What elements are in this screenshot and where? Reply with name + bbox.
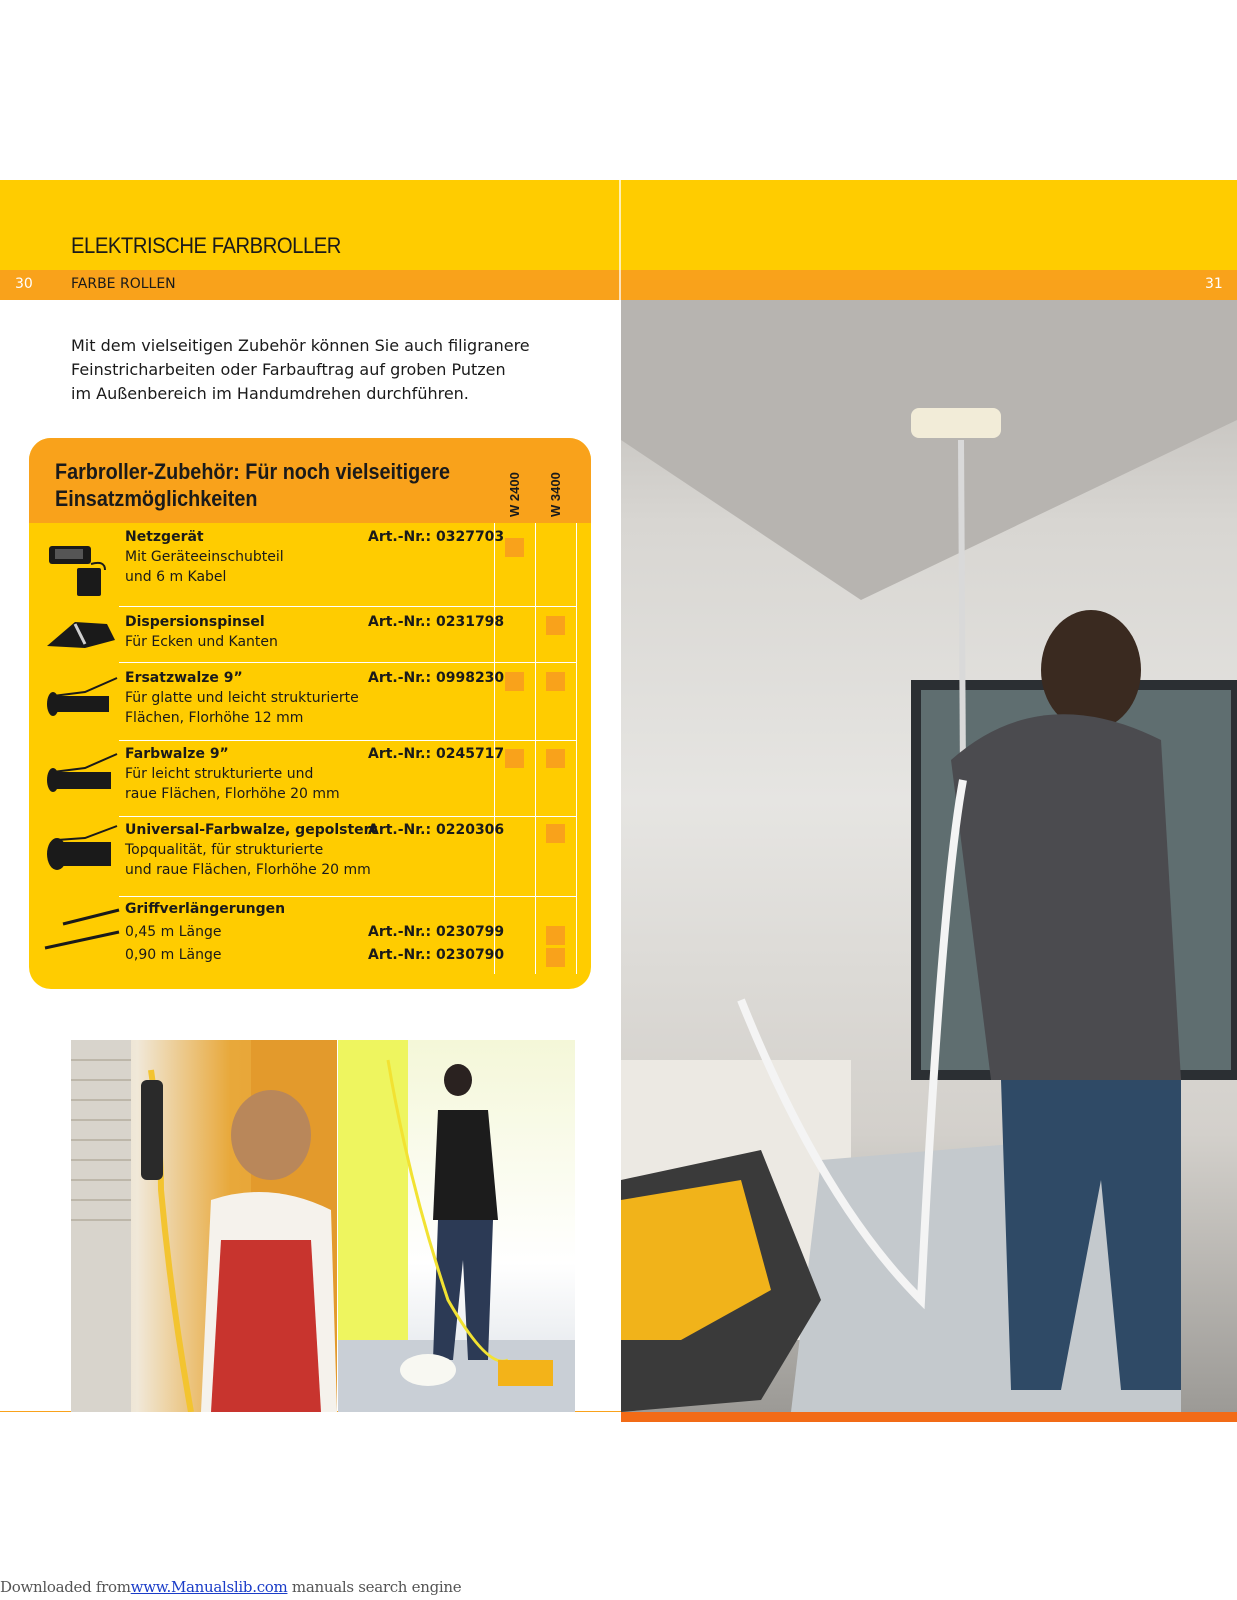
download-footer: Downloaded fromwww.Manualslib.com manuals search engine <box>0 1578 462 1596</box>
power-unit-icon <box>45 538 117 600</box>
row-article-number: Art.-Nr.: 0230799 <box>368 924 505 940</box>
row-divider <box>119 606 576 607</box>
row-name: Dispersionspinsel <box>125 614 265 630</box>
extension-pole-icon <box>43 902 121 956</box>
compat-marker <box>505 672 524 691</box>
compat-marker <box>505 538 524 557</box>
row-desc: und raue Flächen, Florhöhe 20 mm <box>125 862 371 878</box>
page-subtitle: FARBE ROLLEN <box>71 276 176 292</box>
compat-marker <box>546 948 565 967</box>
compat-marker <box>505 749 524 768</box>
page-title: ELEKTRISCHE FARBROLLER <box>71 233 341 258</box>
page-number-right: 31 <box>1205 276 1223 292</box>
accessory-table <box>29 438 591 989</box>
row-desc: Flächen, Florhöhe 12 mm <box>125 710 304 726</box>
column-divider <box>535 523 536 974</box>
brush-icon <box>45 614 117 652</box>
intro-line: im Außenbereich im Handumdrehen durchführen. <box>71 384 469 403</box>
row-desc: 0,90 m Länge <box>125 947 222 963</box>
row-divider <box>119 662 576 663</box>
roller-icon <box>45 750 119 794</box>
row-desc: raue Flächen, Florhöhe 20 mm <box>125 786 340 802</box>
row-desc: und 6 m Kabel <box>125 569 227 585</box>
row-article-number: Art.-Nr.: 0220306 <box>368 822 505 838</box>
photo-girl-painting-image <box>71 1040 337 1412</box>
row-name: Netzgerät <box>125 529 204 545</box>
padded-roller-icon <box>45 824 119 874</box>
compat-marker <box>546 926 565 945</box>
row-name: Universal-Farbwalze, gepolstert <box>125 822 378 838</box>
photo-woman-painting-image <box>338 1040 575 1412</box>
row-article-number: Art.-Nr.: 0230790 <box>368 947 505 963</box>
photo-man-painting-ceiling <box>621 300 1237 1412</box>
column-header-w3400: W 3400 <box>548 472 563 517</box>
row-name: Griffverlängerungen <box>125 901 286 917</box>
compat-marker <box>546 672 565 691</box>
row-desc: Für glatte und leicht strukturierte <box>125 690 359 706</box>
intro-line: Feinstricharbeiten oder Farbauftrag auf groben Putzen <box>71 360 506 379</box>
roller-icon <box>45 674 119 718</box>
row-divider <box>119 896 576 897</box>
row-name: Farbwalze 9” <box>125 746 229 762</box>
row-desc: Für leicht strukturierte und <box>125 766 314 782</box>
row-article-number: Art.-Nr.: 0327703 <box>368 529 505 545</box>
compat-marker <box>546 616 565 635</box>
row-divider <box>119 740 576 741</box>
manualslib-link[interactable]: www.Manualslib.com <box>130 1578 288 1596</box>
photo-woman-painting <box>338 1040 575 1412</box>
row-desc: Für Ecken und Kanten <box>125 634 278 650</box>
row-article-number: Art.-Nr.: 0998230 <box>368 670 505 686</box>
row-article-number: Art.-Nr.: 0245717 <box>368 746 505 762</box>
intro-paragraph <box>71 334 571 406</box>
compat-marker <box>546 749 565 768</box>
accessory-table-title: Farbroller-Zubehör: Für noch vielseitigere Einsatzmöglichkeiten <box>55 459 450 511</box>
row-divider <box>119 816 576 817</box>
page-number-left: 30 <box>15 276 33 292</box>
row-name: Ersatzwalze 9” <box>125 670 243 686</box>
photo-girl-painting <box>71 1040 337 1412</box>
row-article-number: Art.-Nr.: 0231798 <box>368 614 505 630</box>
page-divider <box>619 180 621 300</box>
photo-accent-strip <box>621 1412 1237 1422</box>
row-desc: Mit Geräteeinschubteil <box>125 549 284 565</box>
column-divider <box>576 523 577 974</box>
row-desc: Topqualität, für strukturierte <box>125 842 324 858</box>
intro-line: Mit dem vielseitigen Zubehör können Sie auch filigranere <box>71 336 530 355</box>
photo-man-painting-ceiling-image <box>621 300 1237 1412</box>
column-header-w2400: W 2400 <box>507 472 522 517</box>
row-desc: 0,45 m Länge <box>125 924 222 940</box>
compat-marker <box>546 824 565 843</box>
